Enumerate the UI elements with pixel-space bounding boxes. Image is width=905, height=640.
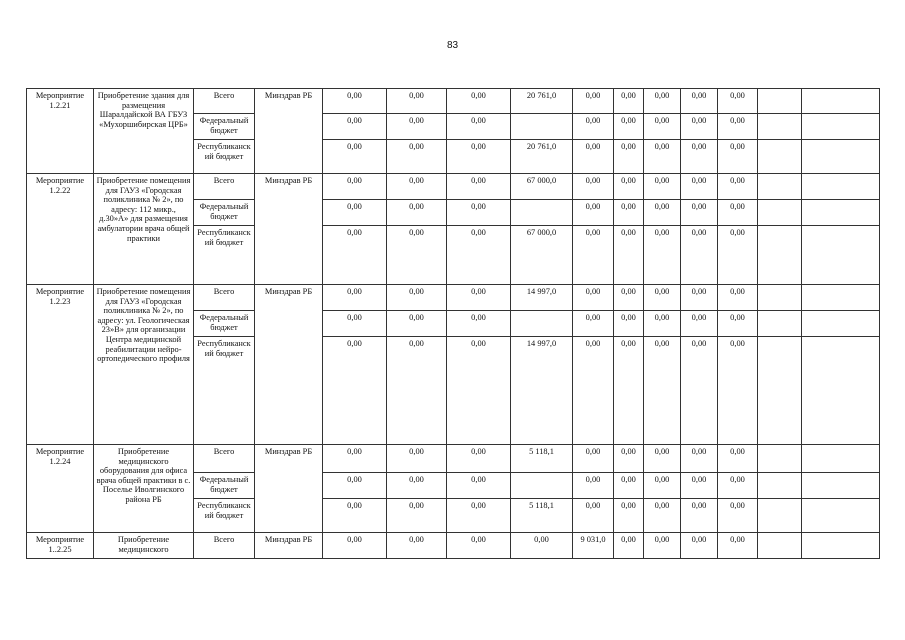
value-cell: 0,00 — [511, 533, 573, 559]
value-cell: 0,00 — [614, 473, 644, 499]
table-row — [27, 174, 880, 200]
activity-cell: Мероприятие 1.2.22 — [27, 174, 94, 285]
value-cell: 0,00 — [614, 445, 644, 473]
value-cell: 0,00 — [614, 200, 644, 226]
budget-table — [26, 88, 880, 559]
value-cell — [802, 174, 880, 200]
value-cell: 0,00 — [614, 499, 644, 533]
value-cell: 0,00 — [447, 285, 511, 311]
value-cell: 0,00 — [718, 533, 758, 559]
value-cell: 0,00 — [644, 174, 681, 200]
value-cell: 0,00 — [573, 285, 614, 311]
value-cell: 0,00 — [447, 337, 511, 445]
value-cell: 0,00 — [323, 226, 387, 285]
value-cell: 0,00 — [681, 445, 718, 473]
value-cell — [802, 337, 880, 445]
value-cell: 0,00 — [387, 226, 447, 285]
value-cell: 0,00 — [614, 285, 644, 311]
funding-source-cell: Всего — [194, 285, 255, 311]
value-cell: 67 000,0 — [511, 226, 573, 285]
value-cell: 0,00 — [681, 174, 718, 200]
value-cell: 0,00 — [681, 473, 718, 499]
value-cell: 0,00 — [323, 200, 387, 226]
value-cell: 0,00 — [447, 445, 511, 473]
value-cell: 0,00 — [644, 226, 681, 285]
value-cell: 0,00 — [447, 473, 511, 499]
value-cell — [802, 89, 880, 114]
value-cell — [802, 445, 880, 473]
value-cell — [802, 473, 880, 499]
funding-source-cell: Федеральный бюджет — [194, 311, 255, 337]
value-cell — [758, 200, 802, 226]
funding-source-cell: Федеральный бюджет — [194, 200, 255, 226]
value-cell: 0,00 — [573, 337, 614, 445]
value-cell: 0,00 — [323, 89, 387, 114]
value-cell — [511, 311, 573, 337]
value-cell — [802, 499, 880, 533]
value-cell: 0,00 — [718, 499, 758, 533]
value-cell: 0,00 — [573, 89, 614, 114]
value-cell: 0,00 — [387, 174, 447, 200]
value-cell: 0,00 — [644, 311, 681, 337]
value-cell — [511, 200, 573, 226]
value-cell — [802, 285, 880, 311]
value-cell: 0,00 — [387, 89, 447, 114]
value-cell: 0,00 — [718, 140, 758, 174]
description-cell: Приобретение медицинского оборудования для офиса врача общей практики в с. Поселье Иволгинского района РБ — [94, 445, 194, 533]
value-cell: 0,00 — [644, 89, 681, 114]
value-cell: 0,00 — [718, 89, 758, 114]
value-cell: 0,00 — [573, 445, 614, 473]
value-cell: 0,00 — [387, 533, 447, 559]
value-cell: 0,00 — [614, 89, 644, 114]
value-cell: 0,00 — [323, 140, 387, 174]
value-cell: 0,00 — [323, 114, 387, 140]
value-cell: 0,00 — [614, 337, 644, 445]
value-cell — [758, 473, 802, 499]
funding-source-cell: Всего — [194, 89, 255, 114]
value-cell: 0,00 — [447, 140, 511, 174]
value-cell: 0,00 — [387, 499, 447, 533]
value-cell: 0,00 — [573, 473, 614, 499]
funding-source-cell: Республиканский бюджет — [194, 499, 255, 533]
value-cell: 0,00 — [573, 226, 614, 285]
funding-source-cell: Федеральный бюджет — [194, 114, 255, 140]
funding-source-cell: Федеральный бюджет — [194, 473, 255, 499]
value-cell: 0,00 — [387, 311, 447, 337]
value-cell: 0,00 — [447, 89, 511, 114]
description-cell: Приобретение помещения для ГАУЗ «Городская поликлиника № 2», по адресу: 112 микр., д.30»А» для размещения амбулатории врача общей практики — [94, 174, 194, 285]
value-cell — [758, 285, 802, 311]
value-cell: 0,00 — [323, 499, 387, 533]
value-cell — [758, 114, 802, 140]
value-cell — [511, 473, 573, 499]
value-cell — [802, 311, 880, 337]
value-cell: 0,00 — [447, 114, 511, 140]
value-cell — [758, 174, 802, 200]
value-cell — [758, 311, 802, 337]
value-cell: 0,00 — [323, 311, 387, 337]
value-cell — [758, 89, 802, 114]
value-cell — [758, 445, 802, 473]
executor-cell: Минздрав РБ — [255, 174, 323, 285]
value-cell: 0,00 — [644, 200, 681, 226]
executor-cell: Минздрав РБ — [255, 533, 323, 559]
value-cell: 20 761,0 — [511, 89, 573, 114]
value-cell — [758, 499, 802, 533]
value-cell: 0,00 — [644, 533, 681, 559]
value-cell: 0,00 — [614, 140, 644, 174]
value-cell: 0,00 — [644, 337, 681, 445]
value-cell: 0,00 — [323, 445, 387, 473]
value-cell: 0,00 — [681, 114, 718, 140]
value-cell: 0,00 — [573, 140, 614, 174]
value-cell: 14 997,0 — [511, 285, 573, 311]
value-cell: 0,00 — [323, 473, 387, 499]
value-cell — [802, 200, 880, 226]
value-cell: 0,00 — [387, 337, 447, 445]
value-cell: 0,00 — [718, 337, 758, 445]
activity-cell: Мероприятие 1..2.25 — [27, 533, 94, 559]
value-cell: 0,00 — [681, 89, 718, 114]
value-cell: 14 997,0 — [511, 337, 573, 445]
value-cell: 0,00 — [681, 226, 718, 285]
value-cell: 0,00 — [573, 174, 614, 200]
value-cell: 0,00 — [718, 285, 758, 311]
value-cell: 0,00 — [447, 174, 511, 200]
value-cell: 0,00 — [718, 114, 758, 140]
funding-source-cell: Республиканский бюджет — [194, 140, 255, 174]
value-cell: 0,00 — [681, 533, 718, 559]
value-cell: 0,00 — [614, 174, 644, 200]
value-cell: 9 031,0 — [573, 533, 614, 559]
value-cell: 0,00 — [644, 499, 681, 533]
value-cell: 0,00 — [614, 114, 644, 140]
description-cell: Приобретение помещения для ГАУЗ «Городская поликлиника № 2», по адресу: ул. Геологическая 23»В» для организации Центра медицинской реабилитации нейро-ортопедического профиля — [94, 285, 194, 445]
value-cell: 5 118,1 — [511, 445, 573, 473]
value-cell: 0,00 — [681, 311, 718, 337]
value-cell: 0,00 — [447, 226, 511, 285]
value-cell — [802, 114, 880, 140]
value-cell: 0,00 — [644, 473, 681, 499]
funding-source-cell: Республиканский бюджет — [194, 226, 255, 285]
executor-cell: Минздрав РБ — [255, 89, 323, 174]
value-cell: 0,00 — [447, 311, 511, 337]
value-cell — [802, 533, 880, 559]
value-cell: 0,00 — [614, 533, 644, 559]
value-cell: 0,00 — [644, 445, 681, 473]
activity-cell: Мероприятие 1.2.21 — [27, 89, 94, 174]
value-cell: 67 000,0 — [511, 174, 573, 200]
value-cell — [802, 226, 880, 285]
value-cell: 0,00 — [323, 337, 387, 445]
funding-source-cell: Всего — [194, 174, 255, 200]
value-cell: 0,00 — [681, 140, 718, 174]
value-cell: 0,00 — [573, 114, 614, 140]
funding-source-cell: Всего — [194, 445, 255, 473]
value-cell: 0,00 — [718, 473, 758, 499]
table-row — [27, 533, 880, 559]
table-row — [27, 285, 880, 311]
activity-cell: Мероприятие 1.2.24 — [27, 445, 94, 533]
value-cell: 0,00 — [387, 140, 447, 174]
table-body — [27, 89, 880, 559]
funding-source-cell: Всего — [194, 533, 255, 559]
table-row — [27, 445, 880, 473]
value-cell: 0,00 — [387, 445, 447, 473]
value-cell: 0,00 — [323, 174, 387, 200]
page-number: 83 — [446, 40, 459, 51]
activity-cell: Мероприятие 1.2.23 — [27, 285, 94, 445]
value-cell: 0,00 — [644, 140, 681, 174]
value-cell: 0,00 — [614, 311, 644, 337]
value-cell: 0,00 — [718, 226, 758, 285]
value-cell: 0,00 — [573, 311, 614, 337]
value-cell: 0,00 — [573, 200, 614, 226]
value-cell: 0,00 — [573, 499, 614, 533]
value-cell: 0,00 — [681, 337, 718, 445]
value-cell — [802, 140, 880, 174]
value-cell — [758, 337, 802, 445]
value-cell: 0,00 — [323, 285, 387, 311]
value-cell: 0,00 — [681, 499, 718, 533]
value-cell: 0,00 — [387, 114, 447, 140]
description-cell: Приобретение здания для размещения Шаралдайской ВА ГБУЗ «Мухоршибирская ЦРБ» — [94, 89, 194, 174]
value-cell — [511, 114, 573, 140]
value-cell: 0,00 — [387, 285, 447, 311]
executor-cell: Минздрав РБ — [255, 445, 323, 533]
funding-source-cell: Республиканский бюджет — [194, 337, 255, 445]
executor-cell: Минздрав РБ — [255, 285, 323, 445]
table-row — [27, 89, 880, 114]
value-cell: 5 118,1 — [511, 499, 573, 533]
value-cell: 0,00 — [447, 533, 511, 559]
value-cell: 20 761,0 — [511, 140, 573, 174]
value-cell: 0,00 — [718, 445, 758, 473]
value-cell: 0,00 — [387, 473, 447, 499]
value-cell: 0,00 — [387, 200, 447, 226]
value-cell — [758, 140, 802, 174]
value-cell — [758, 533, 802, 559]
value-cell: 0,00 — [718, 311, 758, 337]
value-cell — [758, 226, 802, 285]
value-cell: 0,00 — [614, 226, 644, 285]
value-cell: 0,00 — [644, 114, 681, 140]
value-cell: 0,00 — [718, 174, 758, 200]
value-cell: 0,00 — [447, 499, 511, 533]
description-cell: Приобретение медицинского — [94, 533, 194, 559]
value-cell: 0,00 — [323, 533, 387, 559]
value-cell: 0,00 — [681, 200, 718, 226]
value-cell: 0,00 — [681, 285, 718, 311]
value-cell: 0,00 — [718, 200, 758, 226]
value-cell: 0,00 — [447, 200, 511, 226]
value-cell: 0,00 — [644, 285, 681, 311]
